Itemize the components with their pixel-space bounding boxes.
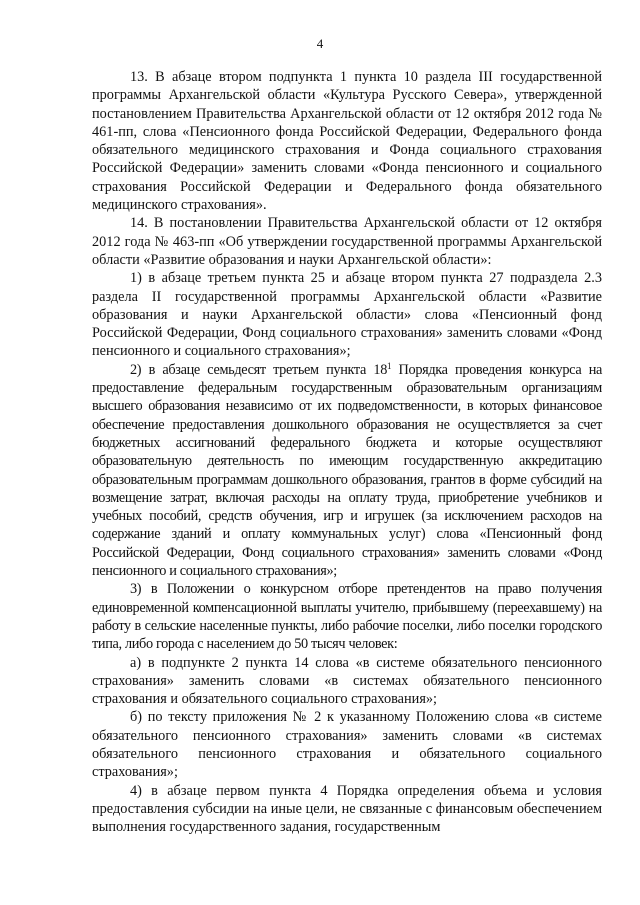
paragraph-14-item-2	[92, 361, 602, 581]
paragraph-14-item-1: 1) в абзаце третьем пункта 25 и абзаце втором пункта 27 подраздела 2.3 раздела II государственной программы Архангельской области «Развитие образования и науки Архангельской области» слова «Пенсионный фонд Российской Федерации, Фонд социального страхования» заменить словами «Фонд пенсионного и социального страхования»;	[92, 270, 602, 360]
item-2-text-rest: Порядка проведения конкурса на предоставление федеральным государственным образовательным организациям высшего образования независимо от их подведомственности, в которых финансовое обеспечение предоставления дошкольного образования не осуществляется за счет бюджетных ассигнований федерального бюджета и которые осуществляют образовательную деятельность по имеющим государственную аккредитацию образовательным программам дошкольного образования, грантов в форме субсидий на возмещение затрат, включая расходы на оплату труда, приобретение учебников и учебных пособий, средств обучения, игр и игрушек (за исключением расходов на содержание зданий и оплату коммунальных услуг) слова «Пенсионный фонд Российской Федерации, Фонд социального страхования» заменить словами «Фонд пенсионного и социального страхования»;	[92, 361, 603, 580]
page-number: 4	[316, 36, 324, 51]
item-2-text-start: 2) в абзаце семьдесят третьем пункта 18	[130, 361, 387, 378]
paragraph-14-item-4: 4) в абзаце первом пункта 4 Порядка определения объема и условия предоставления субсидии на иные цели, не связанные с финансовым обеспечением выполнения государственного задания, государственным	[92, 782, 602, 836]
paragraph-14-item-3: 3) в Положении о конкурсном отборе претендентов на право получения единовременной компенсационной выплаты учителю, прибывшему (переехавшему) на работу в сельские населенные пункты, либо рабочие поселки, либо поселки городского типа, либо города с населением до 50 тысяч человек:	[92, 581, 602, 653]
document-body	[92, 68, 602, 836]
paragraph-14-item-3-b: б) по тексту приложения № 2 к указанному Положению слова «в системе обязательного пенсионного страхования» заменить словами «в системах обязательного пенсионного страхования и обязательного социального страхования»;	[92, 709, 602, 781]
paragraph-14: 14. В постановлении Правительства Архангельской области от 12 октября 2012 года № 463-пп «Об утверждении государственной программы Архангельской области «Развитие образования и науки Архангельской области»:	[92, 215, 602, 268]
paragraph-13: 13. В абзаце втором подпункта 1 пункта 10 раздела III государственной программы Архангельской области «Культура Русского Севера», утвержденной постановлением Правительства Архангельской области от 12 октября 2012 года № 461-пп, слова «Пенсионного фонда Российской Федерации, Федерального фонда обязательного медицинского страхования и Фонда социального страхования Российской Федерации» заменить словами «Фонда пенсионного и социального страхования Российской Федерации и Федерального фонда обязательного медицинского страхования».	[92, 69, 602, 214]
item-2-superscript: 1	[387, 360, 392, 371]
paragraph-14-item-3-a: а) в подпункте 2 пункта 14 слова «в системе обязательного пенсионного страхования» заменить словами «в системах обязательного пенсионного страхования и обязательного социального страхования»;	[92, 654, 602, 708]
